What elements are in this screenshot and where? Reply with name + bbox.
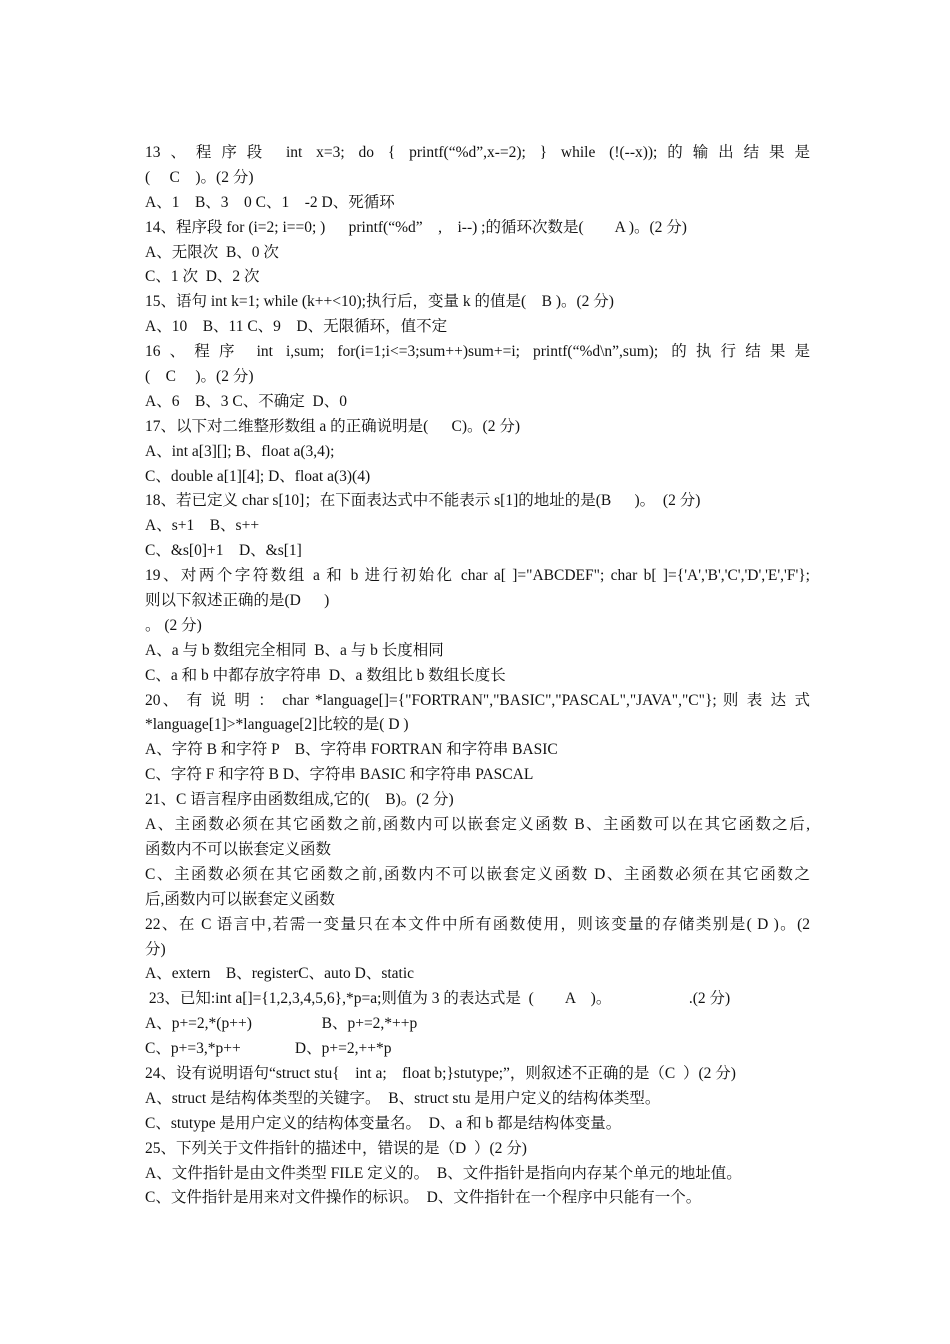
text-line: C、主函数必须在其它函数之前,函数内不可以嵌套定义函数 D、主函数必须在其它函数之	[145, 865, 810, 883]
text-line: A、主函数必须在其它函数之前,函数内可以嵌套定义函数 B、主函数可以在其它函数之后,	[145, 816, 810, 834]
text-line: 则以下叙述正确的是(D )	[145, 592, 330, 610]
text-line: 15、语句 int k=1; while (k++<10);执行后，变量 k 的值是( B )。(2 分)	[145, 293, 614, 311]
text-line: 25、下列关于文件指针的描述中，错误的是（D ）(2 分)	[145, 1139, 527, 1157]
text-line: 17、以下对二维整形数组 a 的正确说明是( C)。(2 分)	[145, 417, 520, 435]
text-line: C、a 和 b 中都存放字符串 D、a 数组比 b 数组长度长	[145, 666, 506, 684]
text-line: ( C )。(2 分)	[145, 368, 254, 386]
exam-document-page	[145, 141, 810, 1211]
text-line: A、p+=2,*(p++) B、p+=2,*++p	[145, 1015, 418, 1033]
text-line: A、10 B、11 C、9 D、无限循环，值不定	[145, 318, 448, 336]
text-line: 24、设有说明语句“struct stu{ int a; float b;}stutype;”，则叙述不正确的是（C ）(2 分)	[145, 1064, 736, 1082]
text-line: A、1 B、3 0 C、1 -2 D、死循环	[145, 193, 395, 211]
text-line: A、6 B、3 C、不确定 D、0	[145, 392, 347, 410]
text-line: C、字符 F 和字符 B D、字符串 BASIC 和字符串 PASCAL	[145, 766, 534, 784]
text-line: C、文件指针是用来对文件操作的标识。 D、文件指针在一个程序中只能有一个。	[145, 1189, 702, 1207]
text-line: C、p+=3,*p++ D、p+=2,++*p	[145, 1040, 392, 1058]
text-line: 后,函数内可以嵌套定义函数	[145, 890, 335, 908]
text-line: 23、已知:int a[]={1,2,3,4,5,6},*p=a;则值为 3 的表达式是 ( A )。 .(2 分)	[145, 990, 731, 1008]
text-line: C、1 次 D、2 次	[145, 268, 260, 286]
text-line: A、struct 是结构体类型的关键字。 B、struct stu 是用户定义的结构体类型。	[145, 1089, 661, 1107]
text-line: 。 (2 分)	[145, 616, 202, 634]
text-line: C、double a[1][4]; D、float a(3)(4)	[145, 467, 371, 485]
text-line: 函数内不可以嵌套定义函数	[145, 840, 332, 858]
text-line: 分)	[145, 940, 166, 958]
text-line: 22、在 C 语言中,若需一变量只在本文件中所有函数使用，则该变量的存储类别是( D )。(2	[145, 915, 810, 933]
text-line: A、s+1 B、s++	[145, 517, 260, 535]
text-line: A、无限次 B、0 次	[145, 243, 279, 261]
text-line: 21、C 语言程序由函数组成,它的( B)。(2 分)	[145, 791, 454, 809]
text-line: 20、 有 说 明 ： char *language[]={"FORTRAN","BASIC","PASCAL","JAVA","C"}; 则 表 达 式	[145, 691, 810, 709]
text-line: A、a 与 b 数组完全相同 B、a 与 b 长度相同	[145, 641, 444, 659]
text-line: A、extern B、registerC、auto D、static	[145, 965, 415, 983]
text-line: C、stutype 是用户定义的结构体变量名。 D、a 和 b 都是结构体变量。	[145, 1114, 622, 1132]
text-line: 18、若已定义 char s[10]；在下面表达式中不能表示 s[1]的地址的是(B )。 (2 分)	[145, 492, 701, 510]
text-line: A、int a[3][]; B、float a(3,4);	[145, 442, 335, 460]
text-line: 13、程序段 int x=3; do { printf(“%d”,x-=2); } while (!(--x));的输出结果是	[145, 144, 810, 161]
text-line: C、&s[0]+1 D、&s[1]	[145, 542, 302, 560]
text-line: *language[1]>*language[2]比较的是( D )	[145, 716, 409, 734]
text-line: 16、程序 int i,sum; for(i=1;i<=3;sum++)sum+=i; printf(“%d\n”,sum); 的执行结果是	[145, 343, 810, 361]
text-line: ( C )。(2 分)	[145, 168, 254, 186]
text-line: A、文件指针是由文件类型 FILE 定义的。 B、文件指针是指向内存某个单元的地址值。	[145, 1164, 742, 1182]
text-line: A、字符 B 和字符 P B、字符串 FORTRAN 和字符串 BASIC	[145, 741, 558, 759]
text-line: 14、程序段 for (i=2; i==0; ) printf(“%d” , i--) ;的循环次数是( A )。(2 分)	[145, 218, 687, 236]
text-line: 19、对两个字符数组 a 和 b 进行初始化 char a[ ]="ABCDEF"; char b[ ]={'A','B','C','D','E','F'};	[145, 567, 810, 585]
